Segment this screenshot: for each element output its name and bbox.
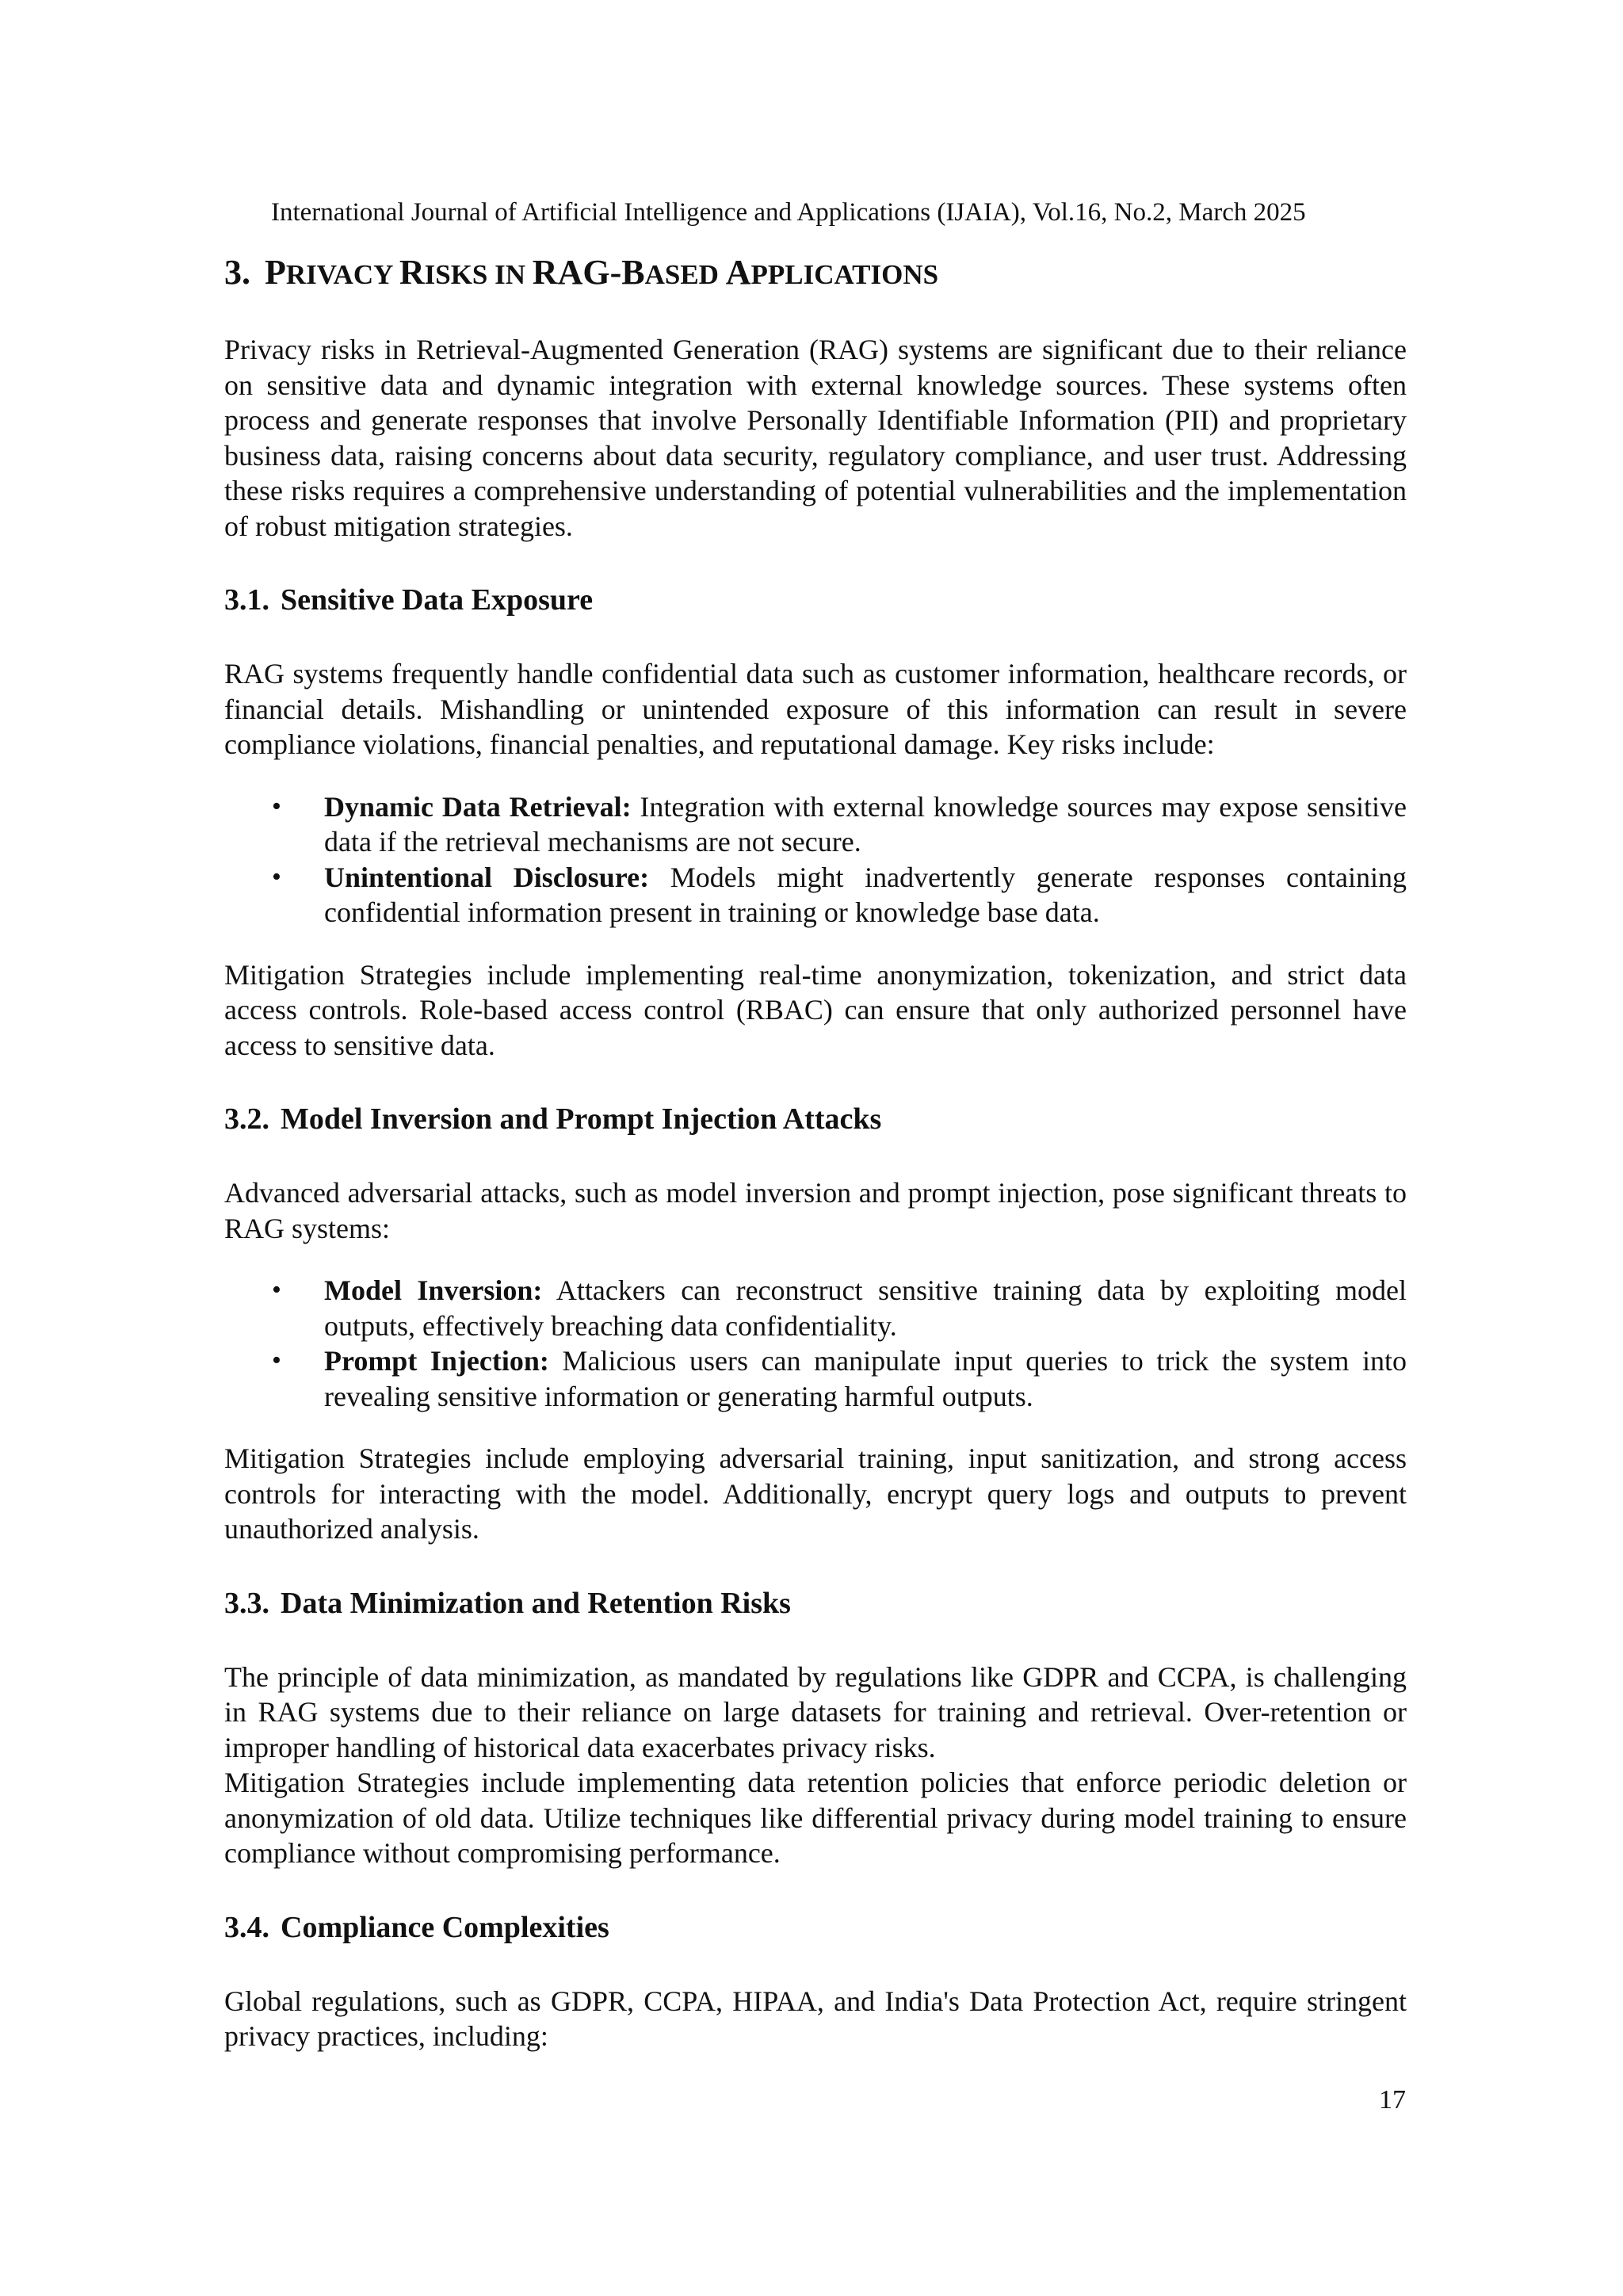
subsection-title: Sensitive Data Exposure bbox=[281, 583, 594, 617]
mitigation-paragraph: Mitigation Strategies include employing adversarial training, input sanitization, and strong access controls for interacting with the model. Additionally, encrypt query logs and outputs to prevent unauthorized analysis. bbox=[224, 1442, 1407, 1545]
bullet-list bbox=[224, 1273, 1407, 1414]
section-title-part: A bbox=[725, 253, 751, 292]
list-item bbox=[224, 789, 1407, 860]
subsection-heading bbox=[224, 1584, 1407, 1623]
bullet-term: Model Inversion: bbox=[324, 1274, 543, 1306]
list-item bbox=[224, 1343, 1407, 1414]
section-title-part: ISKS IN bbox=[424, 259, 533, 290]
page-number: 17 bbox=[1379, 2085, 1406, 2115]
bullet-text: Attackers can reconstruct sensitive training data by exploiting model outputs, effectively breaching data confidentiality. bbox=[324, 1274, 1407, 1342]
page-content bbox=[224, 249, 1407, 2054]
list-item bbox=[224, 1273, 1407, 1343]
bullet-term: Prompt Injection: bbox=[324, 1345, 549, 1377]
mitigation-paragraph: Mitigation Strategies include implementing real-time anonymization, tokenization, and strict data access controls. Role-based access control (RBAC) can ensure that only authorized personnel have access to sensitive data. bbox=[224, 958, 1407, 1061]
subsection-intro-paragraph: RAG systems frequently handle confidential data such as customer information, healthcare records, or financial details. Mishandling or unintended exposure of this information can result in severe compliance violations, financial penalties, and reputational damage. Key risks include: bbox=[224, 658, 1407, 760]
list-item bbox=[224, 860, 1407, 930]
bullet-term: Dynamic Data Retrieval: bbox=[324, 790, 632, 823]
subsection-intro-paragraph: Advanced adversarial attacks, such as model inversion and prompt injection, pose significant threats to RAG systems: bbox=[224, 1177, 1407, 1244]
bullet-icon: • bbox=[272, 1346, 281, 1375]
section-title-part: RAG-B bbox=[532, 253, 645, 292]
subsection-title: Model Inversion and Prompt Injection Attacks bbox=[281, 1102, 882, 1136]
subsection-title: Compliance Complexities bbox=[281, 1910, 609, 1944]
bullet-icon: • bbox=[272, 861, 281, 892]
subsection-heading bbox=[224, 1908, 1407, 1947]
bullet-text: Integration with external knowledge sources may expose sensitive data if the retrieval mechanisms are not secure. bbox=[324, 790, 1407, 858]
subsection-heading bbox=[224, 580, 1407, 620]
section-title bbox=[224, 249, 1407, 299]
bullet-icon: • bbox=[272, 791, 281, 821]
section-intro-paragraph: Privacy risks in Retrieval-Augmented Generation (RAG) systems are significant due to their reliance on sensitive data and dynamic integration with external knowledge sources. These systems often process and generate responses that involve Personally Identifiable Information (PII) and proprietary business data, raising concerns about data security, regulatory compliance, and user trust. Addressing these risks requires a comprehensive understanding of potential vulnerabilities and the implementation of robust mitigation strategies. bbox=[224, 334, 1407, 542]
section-title-part: R bbox=[399, 253, 425, 292]
subsection-intro-paragraph: The principle of data minimization, as mandated by regulations like GDPR and CCPA, is challenging in RAG systems due to their reliance on large datasets for training and retrieval. Over-retention or improper handling of historical data exacerbates privacy risks. bbox=[224, 1660, 1407, 1763]
section-title-part: RIVACY bbox=[285, 259, 399, 290]
subsection-heading bbox=[224, 1099, 1407, 1139]
mitigation-paragraph: Mitigation Strategies include implementing data retention policies that enforce periodic deletion or anonymization of old data. Utilize techniques like differential privacy during model training to ensure compliance without compromising performance. bbox=[224, 1767, 1407, 1869]
subsection-number: 3.3. bbox=[224, 1586, 269, 1620]
section-number: 3. bbox=[224, 253, 250, 292]
subsection-number: 3.2. bbox=[224, 1102, 269, 1136]
section-title-part: P bbox=[265, 253, 286, 292]
section-title-part: ASED bbox=[644, 259, 726, 290]
bullet-icon: • bbox=[272, 1275, 281, 1305]
bullet-term: Unintentional Disclosure: bbox=[324, 861, 650, 893]
bullet-text: Models might inadvertently generate responses containing confidential information present in training or knowledge base data. bbox=[324, 861, 1407, 928]
running-header: International Journal of Artificial Intelligence and Applications (IJAIA), Vol.16, No.2, March 2025 bbox=[271, 198, 1306, 227]
subsection-number: 3.1. bbox=[224, 583, 269, 617]
section-title-part: PPLICATIONS bbox=[750, 259, 939, 290]
subsection-title: Data Minimization and Retention Risks bbox=[281, 1586, 791, 1620]
subsection-number: 3.4. bbox=[224, 1910, 269, 1944]
subsection-intro-paragraph: Global regulations, such as GDPR, CCPA, HIPAA, and India's Data Protection Act, require stringent privacy practices, including: bbox=[224, 1985, 1407, 2052]
bullet-text: Malicious users can manipulate input queries to trick the system into revealing sensitive information or generating harmful outputs. bbox=[324, 1345, 1407, 1412]
bullet-list bbox=[224, 789, 1407, 930]
